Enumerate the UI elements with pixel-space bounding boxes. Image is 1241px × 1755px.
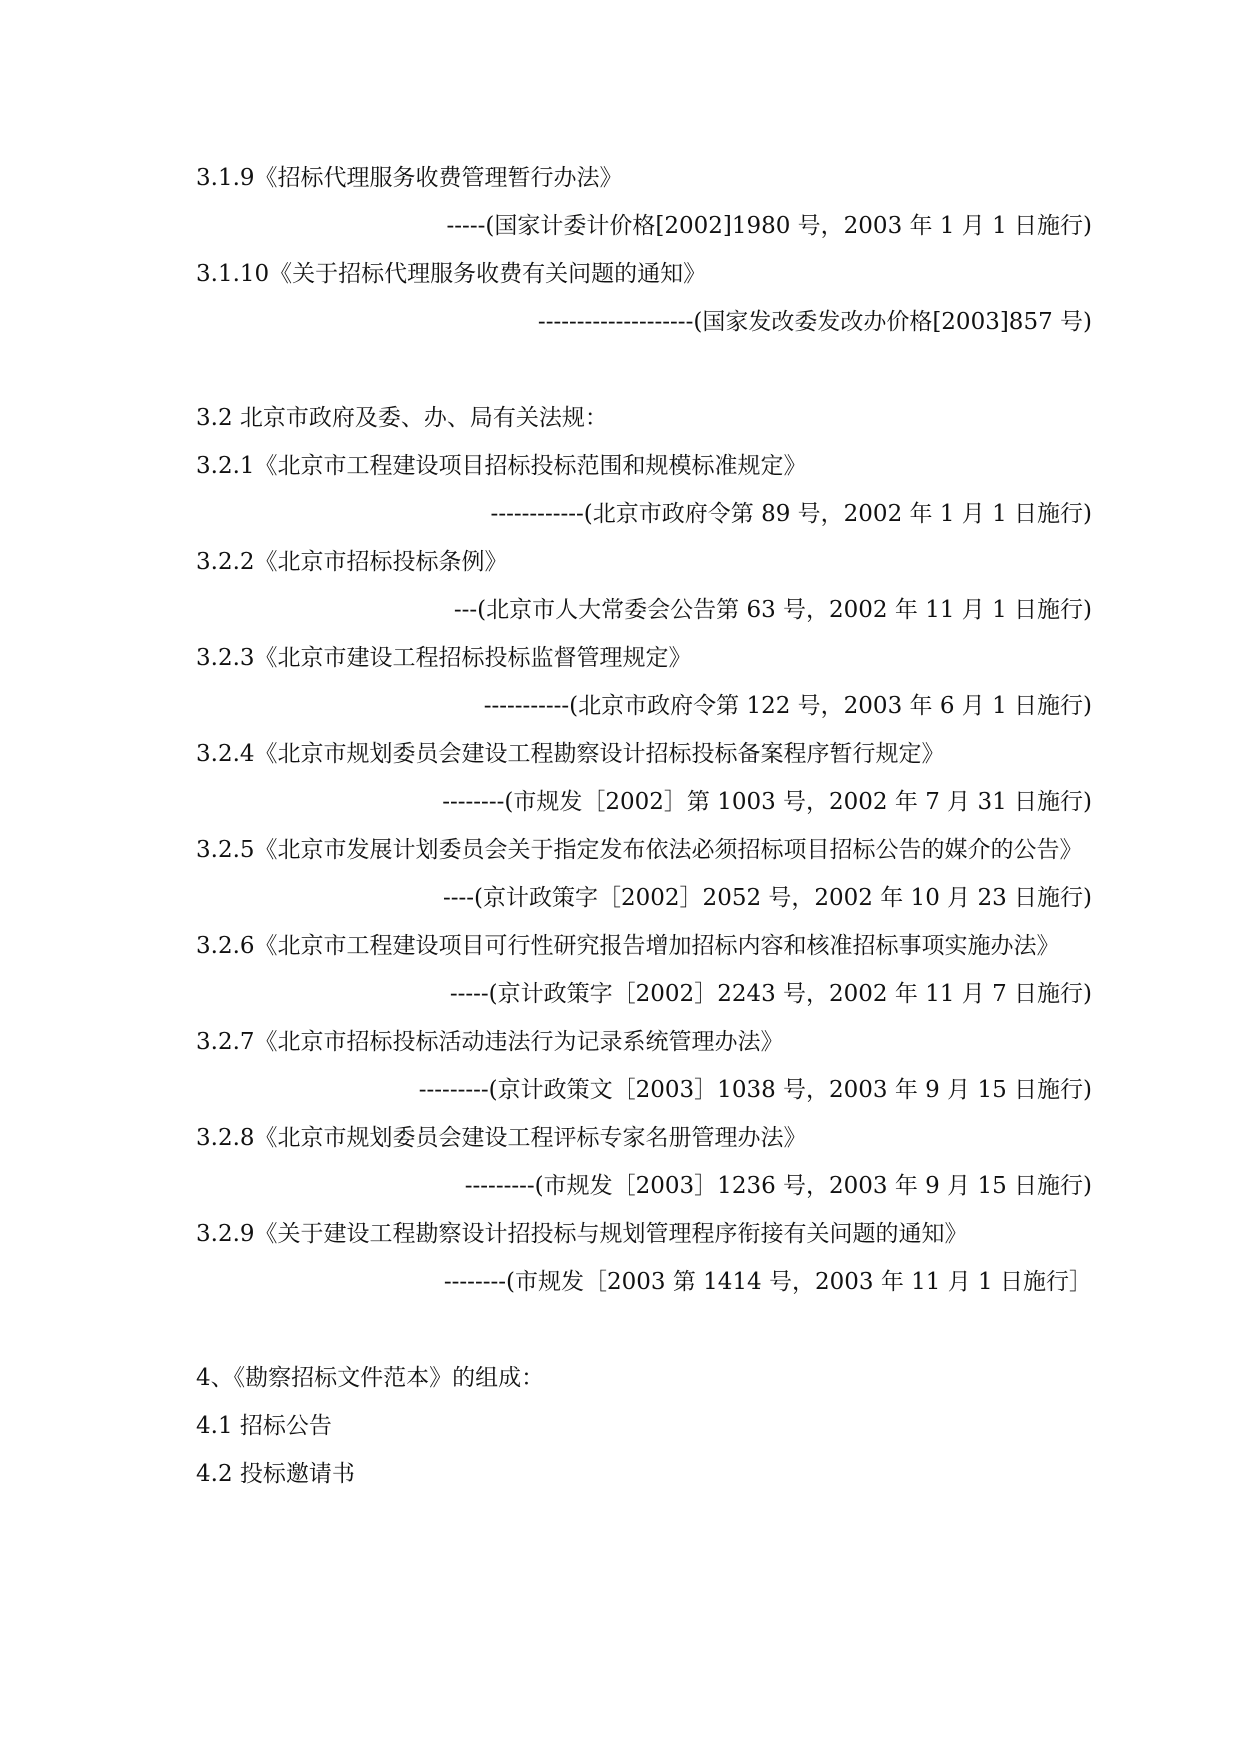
regulation-title-3-1-9: 3.1.9《招标代理服务收费管理暂行办法》 xyxy=(196,165,623,191)
regulation-title-3-2-7: 3.2.7《北京市招标投标活动违法行为记录系统管理办法》 xyxy=(196,1029,784,1055)
regulation-title-3-2-4: 3.2.4《北京市规划委员会建设工程勘察设计招标投标备案程序暂行规定》 xyxy=(196,741,945,767)
regulation-source-3-1-10: --------------------(国家发改委发改办价格[2003]857 号) xyxy=(537,309,1092,335)
regulation-title-3-2-2: 3.2.2《北京市招标投标条例》 xyxy=(196,549,508,575)
regulation-source-3-2-5: ----(京计政策字［2002］2052 号，2002 年 10 月 23 日施行) xyxy=(442,885,1092,911)
regulation-source-3-2-3: -----------(北京市政府令第 122 号，2003 年 6 月 1 日施行) xyxy=(483,693,1092,719)
paragraph-gap xyxy=(148,346,1092,394)
document-body xyxy=(148,154,1092,1498)
regulation-title-3-2-9: 3.2.9《关于建设工程勘察设计招投标与规划管理程序衔接有关问题的通知》 xyxy=(196,1221,968,1247)
regulation-source-3-1-9: -----(国家计委计价格[2002]1980 号，2003 年 1 月 1 日施行) xyxy=(446,213,1092,239)
section-heading-4: 4、《勘察招标文件范本》的组成： xyxy=(196,1365,545,1391)
regulation-title-3-2-3: 3.2.3《北京市建设工程招标投标监督管理规定》 xyxy=(196,645,692,671)
regulation-title-3-2-5: 3.2.5《北京市发展计划委员会关于指定发布依法必须招标项目招标公告的媒介的公告》 xyxy=(196,837,1083,863)
regulation-source-3-2-2: ---(北京市人大常委会公告第 63 号，2002 年 11 月 1 日施行) xyxy=(453,597,1092,623)
regulation-title-3-1-10: 3.1.10《关于招标代理服务收费有关问题的通知》 xyxy=(196,261,707,287)
regulation-source-3-2-7: ---------(京计政策文［2003］1038 号，2003 年 9 月 15 日施行) xyxy=(418,1077,1092,1103)
list-item-4-2: 4.2 投标邀请书 xyxy=(196,1461,355,1487)
regulation-source-3-2-9: --------(市规发［2003 第 1414 号，2003 年 11 月 1 日施行］ xyxy=(443,1269,1092,1295)
regulation-source-3-2-1: ------------(北京市政府令第 89 号，2002 年 1 月 1 日施行) xyxy=(490,501,1092,527)
section-heading-3-2: 3.2 北京市政府及委、办、局有关法规： xyxy=(196,405,608,431)
regulation-source-3-2-4: --------(市规发［2002］第 1003 号，2002 年 7 月 31 日施行) xyxy=(442,789,1092,815)
regulation-title-3-2-8: 3.2.8《北京市规划委员会建设工程评标专家名册管理办法》 xyxy=(196,1125,807,1151)
regulation-title-3-2-1: 3.2.1《北京市工程建设项目招标投标范围和规模标准规定》 xyxy=(196,453,807,479)
list-item-4-1: 4.1 招标公告 xyxy=(196,1413,332,1439)
regulation-source-3-2-6: -----(京计政策字［2002］2243 号，2002 年 11 月 7 日施行) xyxy=(449,981,1092,1007)
regulation-title-3-2-6: 3.2.6《北京市工程建设项目可行性研究报告增加招标内容和核准招标事项实施办法》 xyxy=(196,933,1060,959)
paragraph-gap xyxy=(148,1306,1092,1354)
regulation-source-3-2-8: ---------(市规发［2003］1236 号，2003 年 9 月 15 日施行) xyxy=(464,1173,1092,1199)
